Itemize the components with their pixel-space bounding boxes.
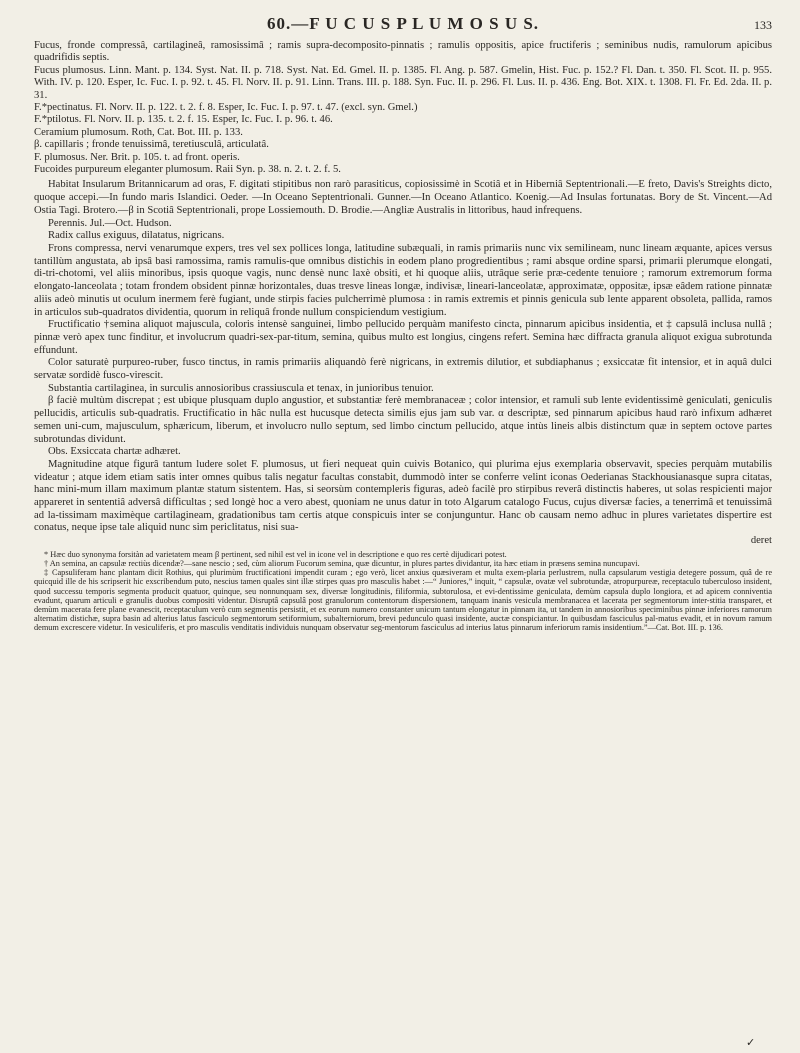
substantia-paragraph: Substantia cartilaginea, in surculis annosioribus crassiuscula et tenax, in junioribus tenuior. (48, 382, 434, 394)
duration-paragraph: Perennis. Jul.—Oct. Hudson. (48, 217, 172, 229)
synonym-entry: F.*pectinatus. Fl. Norv. II. p. 122. t. 2. f. 8. Esper, Ic. Fuc. I. p. 97. t. 47. (excl. syn. Gmel.) (34, 102, 418, 114)
variety-beta-paragraph: β faciè multùm discrepat ; est ubique plusquam duplo angustior, et substantiæ ferè membranaceæ ; color intensior, et ramuli sub lente evidentissimè geniculati, geniculis pellucidis, articulis sub-quadratis. Fructificatio in hâc nulla est hucusque detecta similis ejus jam sub var. α descriptæ, sed pinnarum apicibus haud rarò infixum adhæret semen uni-cum, majusculum, sphæricum, liberum, et involucro nullo septum, sed limbo cinctum pellucido, atque intùs lineis albis distinctum quæ in septem octove partes subrotundas dividunt. (34, 395, 772, 445)
book-page (34, 6, 772, 632)
synonymy-block (34, 40, 772, 176)
running-title: 60.—F U C U S P L U M O S U S. (266, 14, 540, 33)
description-body (34, 179, 772, 547)
radix-paragraph: Radix callus exiguus, dilatatus, nigricans. (48, 230, 225, 242)
footnote-asterisk: * Hæc duo synonyma forsitàn ad varietatem meam β pertinent, sed nihil est vel in icone vel in descriptione e quo res certè dijudicari potest. (44, 550, 507, 560)
synonym-entry: F.*ptilotus. Fl. Norv. II. p. 135. t. 2. f. 15. Esper, Ic. Fuc. I. p. 96. t. 46. (34, 114, 333, 126)
page-header (34, 6, 772, 40)
synonym-entry: F. plumosus. Ner. Brit. p. 105. t. ad front. operis. (34, 151, 240, 163)
page-number: 133 (754, 18, 772, 32)
variety-beta-diagnosis: β. capillaris ; fronde tenuissimâ, teretiusculâ, articulatâ. (34, 139, 269, 151)
pencil-check-mark: ✓ (746, 1037, 756, 1049)
species-diagnosis: Fucus, fronde compressâ, cartilagineâ, ramosissimâ ; ramis supra-decomposito-pinnatis ; ramulis oppositis, apice fructiferis ; seminibus nudis, ramulorum apicibus quadrifidis septis. (34, 40, 772, 64)
footnote-double-dagger: ‡ Capsuliferam hanc plantam dicit Rothius, qui plurimùm fructificationi impendit curam ; ego verò, licet anxius quæsiveram et multa exem-plaria perlustrem, nulla capsularum vestigia detegere possum, quâ de re quicquid ille de his scripserit hic exscribendum puto, nescius tamen quales sint illæ stirpes quas pro masculis habet :—“ Juniores,” inquit, “ capsulæ, ovatæ vel subrotundæ, atropurpureæ, receptaculo tuberculoso insident, quod successu temporis segmenta producit quatuor, quinque, seu nonnunquam sex, diversæ longitudinis, filiformia, subtorulosa, et evi-dentissime geniculata, demùm capsula duplo longiora, et ad apicem conniventia evadunt, quarum articuli e granulis duobus compositi videntur. Disruptâ capsulâ post granulorum contentorum dispersionem, tanquam inanis vesicula membranacea et lacerata per segmentorum inter-stitia transparet, et demùm macerata fere plane evanescit, receptaculum verò cum segmentis persistit, et ex eorum numero constanter unicum tantum elongatur in pinnam ita, ut tandem in annosioribus speciminibus pinnæ inferiores ramorum alternatim distichæ, supra basin ad alterius latus fasciculo segmentorum setiformium, subalterniorum, brevi pedunculo quasi insidente, auctæ conspiciantur. In quibusdam fasciculus pal-matus evadit, et in novum ramum demum excrescere videtur. In vesiculiferis, et pro masculis venditatis individuis nunquam observatur seg-mentorum fasciculus ad interius latus pinnarum inferiorum ramis insidentium.”—Cat. Bot. III. p. 136. (34, 568, 772, 632)
observation-paragraph: Obs. Exsiccata chartæ adhæret. (48, 446, 181, 458)
synonym-entry: Fucoides purpureum eleganter plumosum. Raii Syn. p. 38. n. 2. t. 2. f. 5. (34, 164, 341, 176)
footnotes (34, 550, 772, 632)
habitat-paragraph: Habitat Insularum Britannicarum ad oras, F. digitati stipitibus non rarò parasiticus, copiosissimè in Scotiâ et in Hiberniâ Septentrionali.—E freto, Davis's Streights dicto, quoque accepi.—In fundo maris Islandici. Oeder. —In Oceano Septentrionali. Gunner.—In Oceano Atlantico. Koenig.—Ad Insulas fortunatas. Bory de St. Vincent.—Ad Ostia Tagi. Brotero.—β in Scotiâ Septentrionali, prope Lossiemouth. D. Brodie.—Angliæ Australis in littoribus, haud infrequens. (34, 179, 772, 216)
synonym-entry: Ceramium plumosum. Roth, Cat. Bot. III. p. 133. (34, 126, 243, 138)
frons-paragraph: Frons compressa, nervi venarumque expers, tres vel sex pollices longa, latitudine subæquali, in ramis primariis nunc vix semilineam, nunc lineam æquante, apices versus tantillùm angustata, ab ipsâ basi ramossima, ramis ramulis-que omnibus distichis in eodem plano progredientibus ; rami absque ordine sparsi, primarii plerumque elongati, di-tri-chotomi, vel aliis minoribus, ipsis quoque vagis, nunc densè nunc laxè obsiti, et hi quoque aliis, utrâque serie præ-cedente tenuiore ; ramorum extremorum forma elongato-lanceolata ; totam frondem obsident pinnæ horizontales, duas tresve lineas longæ, indivisæ, lineari-lanceolatæ, approximatæ, oppositæ, ipsæ eâdem ratione pinnatæ aliis adeò minutis ut oculum inermem ferè fugiant, unde stirpis facies pulcherrimè plumosa : in ramis extremis et pinnis genicula sub lente apparent obsoleta, pallida, ramos in articulos sub-quadratos dividentia, quorum in reliquâ fronde nullum conspiciendum vestigium. (34, 242, 772, 318)
fructificatio-paragraph: Fructificatio †semina aliquot majuscula, coloris intensè sanguinei, limbo pellucido perquàm manifesto cincta, pinnarum apicibus insidentia, et ‡ capsulâ inclusa nullâ ; pinnæ verò apex tunc finditur, et involucrum quadri-sex-par-titum, semina, quibus multo est longius, cingens refert. Semina hæc diffracta granula aliquot exigua subrotunda effundunt. (34, 319, 772, 356)
footnote-dagger: † An semina, an capsulæ rectiùs dicendæ?—sane nescio ; sed, cùm aliorum Fucorum semina, quæ dicuntur, in plures partes dividantur, ita hæc etiam in præsens semina nuncupavi. (44, 559, 640, 569)
synonym-entry: Fucus plumosus. Linn. Mant. p. 134. Syst. Nat. II. p. 718. Syst. Nat. Ed. Gmel. II. p. 1385. Fl. Ang. p. 587. Gmelin, Hist. Fuc. p. 152.? Fl. Dan. t. 350. Fl. Scot. II. p. 955. With. IV. p. 120. Esper, Ic. Fuc. I. p. 92. t. 45. Fl. Norv. II. p. 91. Linn. Trans. III. p. 188. Syn. Fuc. II. p. 296. Fl. Lus. II. p. 436. Eng. Bot. XIX. t. 1308. Fl. Fr. Ed. 2da. II. p. 31. (34, 64, 772, 101)
discussion-paragraph: Magnitudine atque figurâ tantum ludere solet F. plumosus, ut fieri nequeat quin cuivis Botanico, qui plurima ejus exemplaria observavit, species perquàm mutabilis videatur ; atque idem etiam satis inter omnes quibus talis negatur facultas constabit, dummodò inter se conferre velint iconas Oederianas Stackhousianasque supra citatas, hanc mini-mum illam maximum plantæ statum sistentem. Has, si seorsùm contempleris figuras, adeò facilè pro stirpibus reverâ distinctis haberes, ut solas respicienti major appareret in sententiâ adversâ difficultas ; sed longè hoc a vero abest, quoniam ne unus datur in toto Algarum catalogo Fucus, cujus diversæ facies, a tenerrimâ et tenuissimâ ad la-tissimam maximèque cartilagineam, gradationibus tam certis atque conspicuis inter se conjunguntur. Hanc ob causam nemo adhuc in plures varietates dispertire est conatus, neque ipse tale aliquid nunc sim periclitatus, nisi sua- (34, 458, 772, 534)
color-paragraph: Color saturatè purpureo-ruber, fusco tinctus, in ramis primariis aliquandò ferè nigricans, in extremis dilutior, et subdiaphanus ; exsiccatæ fit intensior, et in aquâ dulci servatæ sordidè fusco-virescit. (34, 357, 772, 382)
catchword: deret (750, 535, 772, 547)
